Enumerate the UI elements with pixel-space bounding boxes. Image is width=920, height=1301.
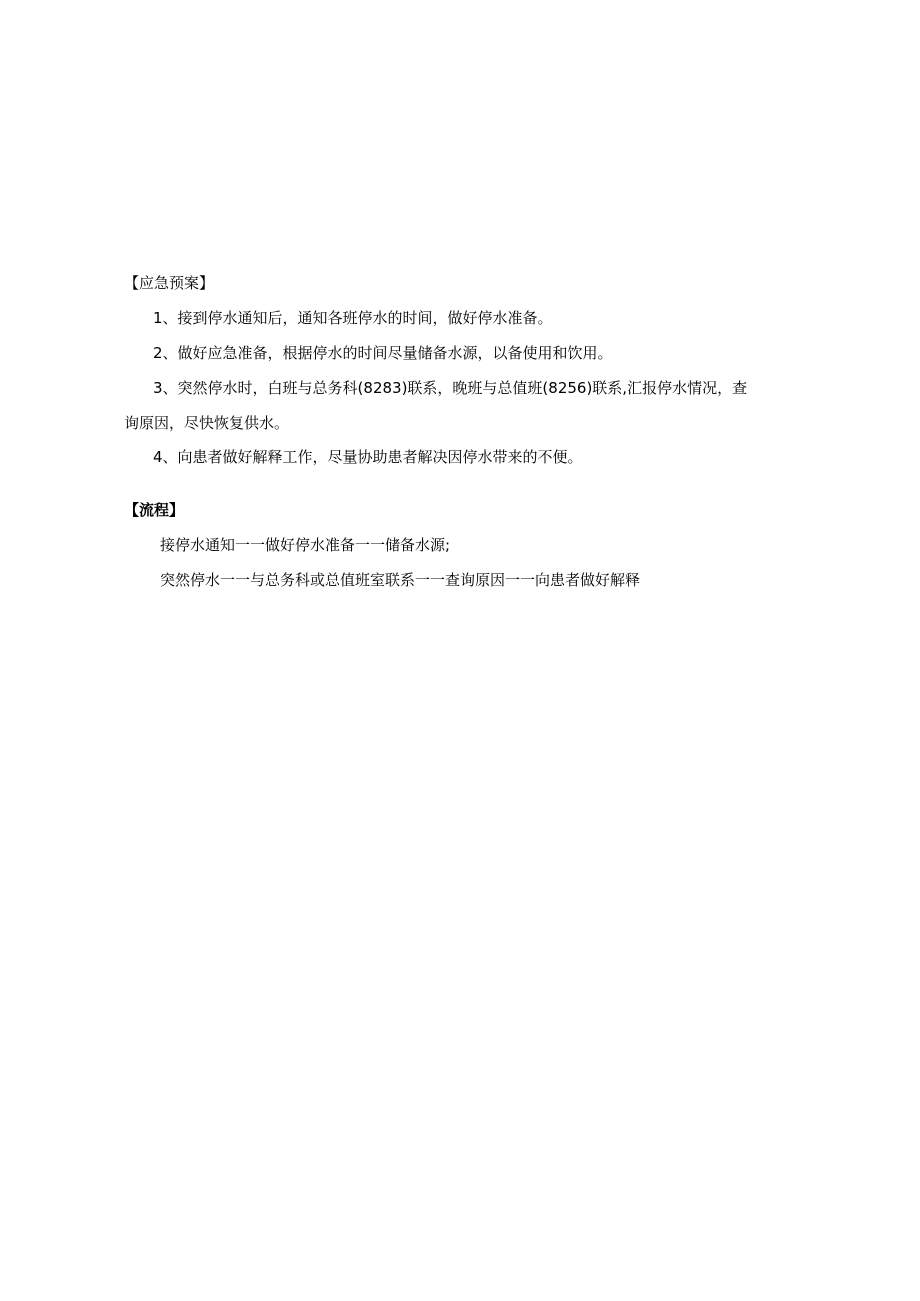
emergency-plan-heading: 【应急预案】 bbox=[124, 274, 215, 292]
plan-item-1: 1、接到停水通知后，通知各班停水的时间，做好停水准备。 bbox=[153, 309, 553, 327]
flow-heading: 【流程】 bbox=[124, 501, 185, 519]
plan-item-2: 2、做好应急准备，根据停水的时间尽量储备水源，以备使用和饮用。 bbox=[153, 344, 613, 362]
document-content bbox=[124, 272, 764, 604]
flow-section bbox=[124, 499, 764, 591]
plan-item-4: 4、向患者做好解释工作，尽量协助患者解决因停水带来的不便。 bbox=[153, 448, 583, 466]
flow-line-2: 突然停水一一与总务科或总值班室联系一一查询原因一一向患者做好解释 bbox=[160, 571, 641, 589]
flow-line-1: 接停水通知一一做好停水准备一一储备水源; bbox=[160, 536, 451, 554]
plan-item-3: 3、突然停水时，白班与总务科(8283)联系，晚班与总值班(8256)联系,汇报停水情况，查询原因，尽快恢复供水。 bbox=[124, 379, 748, 432]
